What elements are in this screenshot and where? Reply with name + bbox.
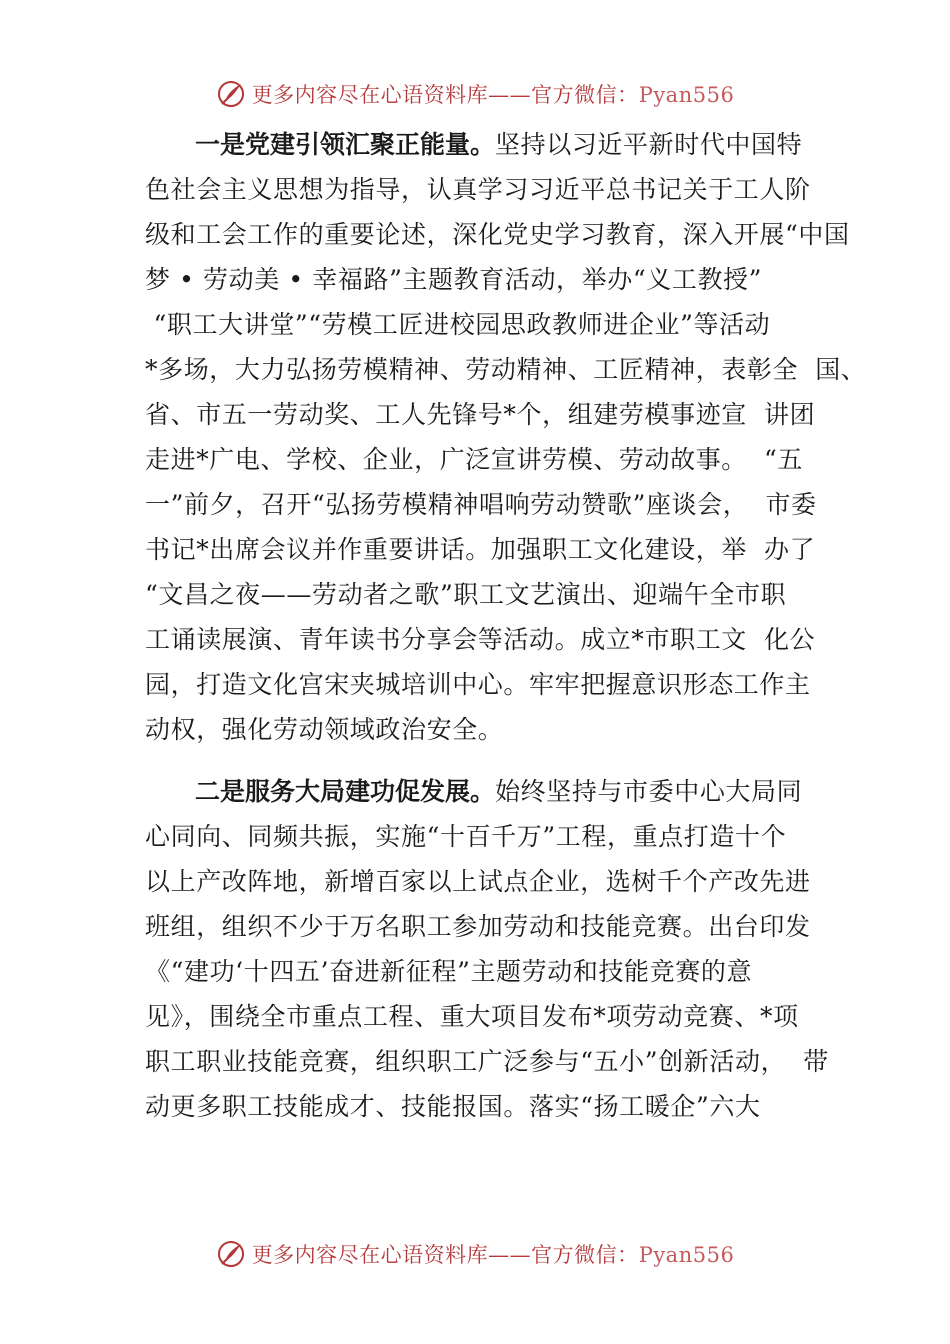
paragraph-line: 职工职业技能竞赛，组织职工广泛参与“五小”创新活动， 带 — [145, 1047, 829, 1076]
paragraph-line: 《“建功‘十四五’奋进新征程”主题劳动和技能竞赛的意 — [145, 957, 753, 986]
paragraph-line: 一”前夕，召开“弘扬劳模精神唱响劳动赞歌”座谈会， 市委 — [145, 490, 817, 519]
paragraph-lead: 一是党建引领汇聚正能量。 — [195, 130, 496, 159]
paragraph-line: 动权，强化劳动领域政治安全。 — [145, 715, 504, 744]
paragraph-line: “职工大讲堂”“劳模工匠进校园思政教师进企业”等活动 — [145, 310, 771, 339]
paragraph-line: 级和工会工作的重要论述，深化党史学习教育，深入开展“中国 — [145, 220, 850, 249]
paragraph-lead: 二是服务大局建功促发展。 — [195, 777, 496, 806]
paragraph-line: 园，打造文化宫宋夹城培训中心。牢牢把握意识形态工作主 — [145, 670, 811, 699]
paragraph-line: 以上产改阵地，新增百家以上试点企业，选树千个产改先进 — [145, 867, 811, 896]
paragraph-line: 二是服务大局建功促发展。始终坚持与市委中心大局同 — [195, 777, 803, 806]
header-banner — [0, 72, 950, 116]
banner-main-text: 更多内容尽在心语资料库——官方微信： — [251, 83, 639, 107]
paragraph-line: 工诵读展演、青年读书分享会等活动。成立*市职工文 化公 — [145, 625, 816, 654]
banner-text — [252, 79, 735, 109]
paragraph-line: 书记*出席会议并作重要讲话。加强职工文化建设，举 办了 — [145, 535, 816, 564]
quill-logo-icon — [216, 79, 246, 109]
paragraph-line: 班组，组织不少于万名职工参加劳动和技能竞赛。出台印发 — [145, 912, 811, 941]
quill-logo-icon — [216, 1239, 246, 1269]
paragraph-spacer — [145, 752, 825, 769]
paragraph-line: 动更多职工技能成才、技能报国。落实“扬工暖企”六大 — [145, 1092, 761, 1121]
banner-wechat-id: Pyan556 — [638, 83, 735, 107]
footer-banner — [0, 1232, 950, 1276]
banner-wechat-id: Pyan556 — [638, 1243, 735, 1267]
paragraph-line: 色社会主义思想为指导，认真学习习近平总书记关于工人阶 — [145, 175, 811, 204]
banner-text — [252, 1239, 735, 1269]
document-body — [145, 122, 867, 1129]
paragraph-line: 走进*广电、学校、企业，广泛宣讲劳模、劳动故事。 “五 — [145, 445, 803, 474]
paragraph-line: 梦 • 劳动美 • 幸福路”主题教育活动，举办“义工教授” — [145, 265, 763, 294]
paragraph-line: 省、市五一劳动奖、工人先锋号*个，组建劳模事迹宣 讲团 — [145, 400, 816, 429]
banner-main-text: 更多内容尽在心语资料库——官方微信： — [251, 1243, 639, 1267]
paragraph-line: *多场，大力弘扬劳模精神、劳动精神、工匠精神，表彰全 国、 — [145, 355, 867, 384]
paragraph-2 — [145, 769, 829, 1129]
paragraph-line: “文昌之夜——劳动者之歌”职工文艺演出、迎端午全市职 — [145, 580, 787, 609]
paragraph-line: 见》，围绕全市重点工程、重大项目发布*项劳动竞赛、*项 — [145, 1002, 799, 1031]
paragraph-line: 一是党建引领汇聚正能量。坚持以习近平新时代中国特 — [195, 130, 803, 159]
paragraph-line: 心同向、同频共振，实施“十百千万”工程，重点打造十个 — [145, 822, 787, 851]
paragraph-1 — [145, 122, 867, 752]
